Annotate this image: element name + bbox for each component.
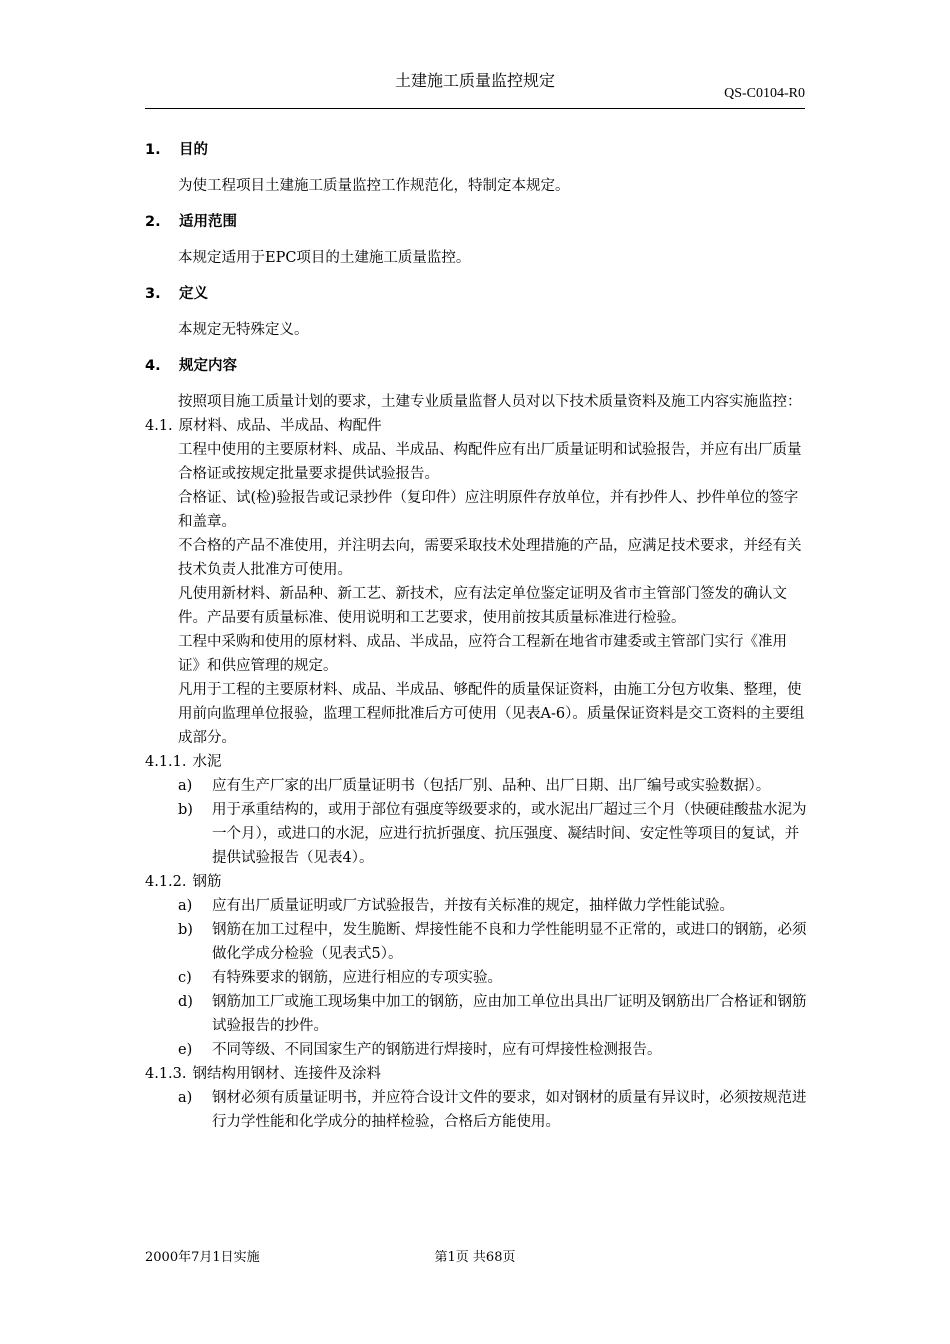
section-text-3: 本规定无特殊定义。 [178,322,309,338]
paragraph: 凡用于工程的主要原材料、成品、半成品、够配件的质量保证资料，由施工分包方收集、整理，使用前向监理单位报验，监理工程师批准后方可使用（见表A-6）。质量保证资料是交工资料的主要组成部分。 [178,682,805,746]
document-body [145,138,807,1134]
list-item: e) 不同等级、不同国家生产的钢筋进行焊接时，应有可焊接性检测报告。 [178,1042,662,1058]
section-heading-3: 3. 定义 [145,286,208,302]
page-number: 第1页 共68页 [434,1250,516,1265]
section-text-4: 按照项目施工质量计划的要求，土建专业质量监督人员对以下技术质量资料及施工内容实施监控： [178,394,802,410]
header-divider [145,108,805,109]
section-text-2: 本规定适用于EPC项目的土建施工质量监控。 [178,250,471,266]
paragraph: 工程中采购和使用的原材料、成品、半成品，应符合工程新在地省市建委或主管部门实行《准用证》和供应管理的规定。 [178,634,787,674]
paragraph: 工程中使用的主要原材料、成品、半成品、构配件应有出厂质量证明和试验报告，并应有出厂质量合格证或按规定批量要求提供试验报告。 [178,442,802,482]
paragraph: 凡使用新材料、新品种、新工艺、新技术，应有法定单位鉴定证明及省市主管部门签发的确认文件。产品要有质量标准、使用说明和工艺要求，使用前按其质量标准进行检验。 [178,586,787,626]
section-text-1: 为使工程项目土建施工质量监控工作规范化，特制定本规定。 [178,178,570,194]
subsection-heading-4-1-2: 4.1.2. 钢筋 [145,874,222,890]
document-title: 土建施工质量监控规定 [394,71,555,90]
section-heading-4: 4. 规定内容 [145,358,237,374]
list-item: d) 钢筋加工厂或施工现场集中加工的钢筋，应由加工单位出具出厂证明及钢筋出厂合格证和钢筋试验报告的抄件。 [178,994,807,1034]
list-item: c) 有特殊要求的钢筋，应进行相应的专项实验。 [178,970,502,986]
paragraph: 合格证、试(检)验报告或记录抄件（复印件）应注明原件存放单位，并有抄件人、抄件单位的签字和盖章。 [178,490,799,530]
list-item: b) 用于承重结构的，或用于部位有强度等级要求的，或水泥出厂超过三个月（快硬硅酸盐水泥为一个月），或进口的水泥，应进行抗折强度、抗压强度、凝结时间、安定性等项目的复试，并提供试验报告（见表4）。 [178,802,807,866]
list-item: a) 应有出厂质量证明或厂方试验报告，并按有关标准的规定，抽样做力学性能试验。 [178,898,734,914]
list-item: a) 应有生产厂家的出厂质量证明书（包括厂别、品种、出厂日期、出厂编号或实验数据）。 [178,778,771,794]
paragraph: 不合格的产品不准使用，并注明去向，需要采取技术处理措施的产品，应满足技术要求，并经有关技术负责人批准方可使用。 [178,538,802,578]
list-item: a) 钢材必须有质量证明书，并应符合设计文件的要求，如对钢材的质量有异议时，必须按规范进行力学性能和化学成分的抽样检验，合格后方能使用。 [178,1090,807,1130]
subsection-heading-4-1-1: 4.1.1. 水泥 [145,754,222,770]
subsection-heading-4-1: 4.1. 原材料、成品、半成品、构配件 [145,418,382,434]
section-heading-1: 1. 目的 [145,142,208,158]
section-heading-2: 2. 适用范围 [145,214,237,230]
document-code: QS-C0104-R0 [724,86,805,101]
effective-date: 2000年7月1日实施 [145,1250,260,1265]
subsection-heading-4-1-3: 4.1.3. 钢结构用钢材、连接件及涂料 [145,1066,382,1082]
list-item: b) 钢筋在加工过程中，发生脆断、焊接性能不良和力学性能明显不正常的，或进口的钢筋，必须做化学成分检验（见表式5）。 [178,922,807,962]
